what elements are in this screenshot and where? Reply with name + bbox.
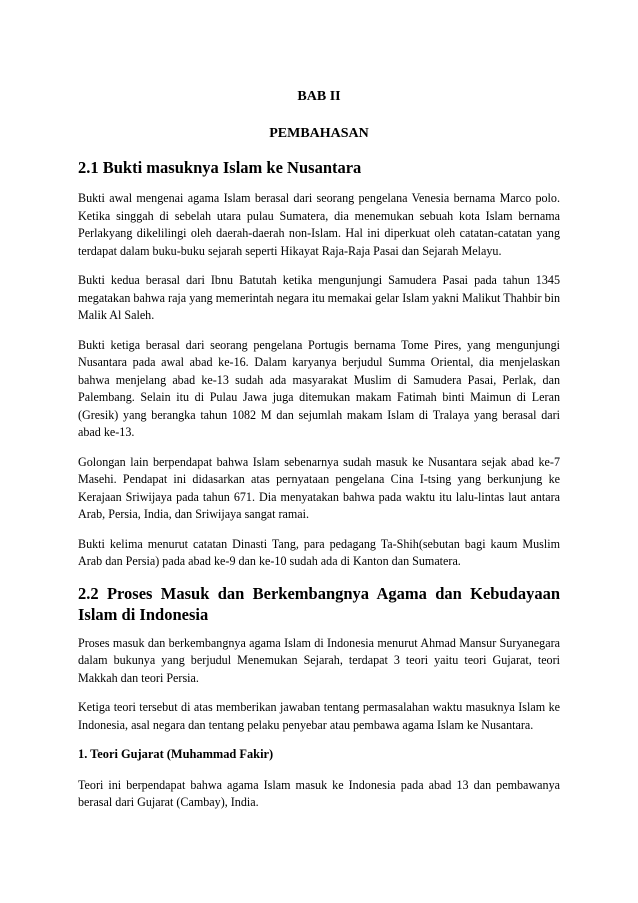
theory-gujarat-heading: 1. Teori Gujarat (Muhammad Fakir) bbox=[78, 747, 274, 761]
section-1-paragraph: Bukti awal mengenai agama Islam berasal dari seorang pengelana Venesia bernama Marco polo. Ketika singgah di sebelah utara pulau Sumatera, dia menemukan sebuah kota Islam bernama Perlakyang dikelilingi oleh daerah-daerah non-Islam. Hal ini diperkuat oleh catatan-catatan yang terdapat dalam buku-buku sejarah seperti Hikayat Raja-Raja Pasai dan Sejarah Melayu. bbox=[78, 191, 560, 258]
section-1-paragraph: Bukti ketiga berasal dari seorang pengelana Portugis bernama Tome Pires, yang mengunjungi Nusantara pada awal abad ke-16. Dalam karyanya berjudul Summa Oriental, dia menjelaskan bahwa menjelang abad ke-13 sudah ada masyarakat Muslim di Samudera Pasai, Perlak, dan Palembang. Selain itu di Pulau Jawa juga ditemukan makam Fatimah binti Maimun di Leran (Gresik) yang berangka tahun 1082 M dan sejumlah makam Islam di Tralaya yang berasal dari abad ke-13. bbox=[78, 337, 560, 439]
section-2-paragraph: Proses masuk dan berkembangnya agama Islam di Indonesia menurut Ahmad Mansur Suryanegara dalam bukunya yang berjudul Menemukan Sejarah, terdapat 3 teori yaitu teori Gujarat, teori Makkah dan teori Persia. bbox=[78, 635, 560, 685]
section-1-paragraph: Bukti kedua berasal dari Ibnu Batutah ketika mengunjungi Samudera Pasai pada tahun 1345 megatakan bahwa raja yang memerintah negara itu memakai gelar Islam yakni Malikut Thahbir bin Malik Al Saleh. bbox=[78, 273, 560, 322]
section-2-paragraph: Ketiga teori tersebut di atas memberikan jawaban tentang permasalahan waktu masuknya Islam ke Indonesia, asal negara dan tentang pelaku penyebar atau pembawa agama Islam ke Nusantara. bbox=[78, 700, 560, 732]
page-content bbox=[78, 88, 560, 824]
section-1-paragraph: Bukti kelima menurut catatan Dinasti Tang, para pedagang Ta-Shih(sebutan bagi kaum Muslim Arab dan Persia) pada abad ke-9 dan ke-10 sudah ada di Kanton dan Sumatera. bbox=[78, 536, 560, 568]
chapter-label: BAB II bbox=[297, 89, 341, 104]
chapter-title: PEMBAHASAN bbox=[269, 126, 369, 141]
section-1-heading: 2.1 Bukti masuknya Islam ke Nusantara bbox=[78, 158, 362, 177]
section-2-heading: 2.2 Proses Masuk dan Berkembangnya Agama dan Kebudayaan Islam di Indonesia bbox=[78, 583, 560, 624]
theory-gujarat-paragraph: Teori ini berpendapat bahwa agama Islam masuk ke Indonesia pada abad 13 dan pembawanya berasal dari Gujarat (Cambay), India. bbox=[78, 777, 560, 809]
section-1-paragraph: Golongan lain berpendapat bahwa Islam sebenarnya sudah masuk ke Nusantara sejak abad ke-7 Masehi. Pendapat ini didasarkan atas pernyataan pengelana Cina I-tsing yang berkunjung ke Kerajaan Sriwijaya pada tahun 671. Dia menyatakan bahwa pada waktu itu lalu-lintas laut antara Arab, Persia, India, dan Sriwijaya sangat ramai. bbox=[78, 454, 560, 521]
